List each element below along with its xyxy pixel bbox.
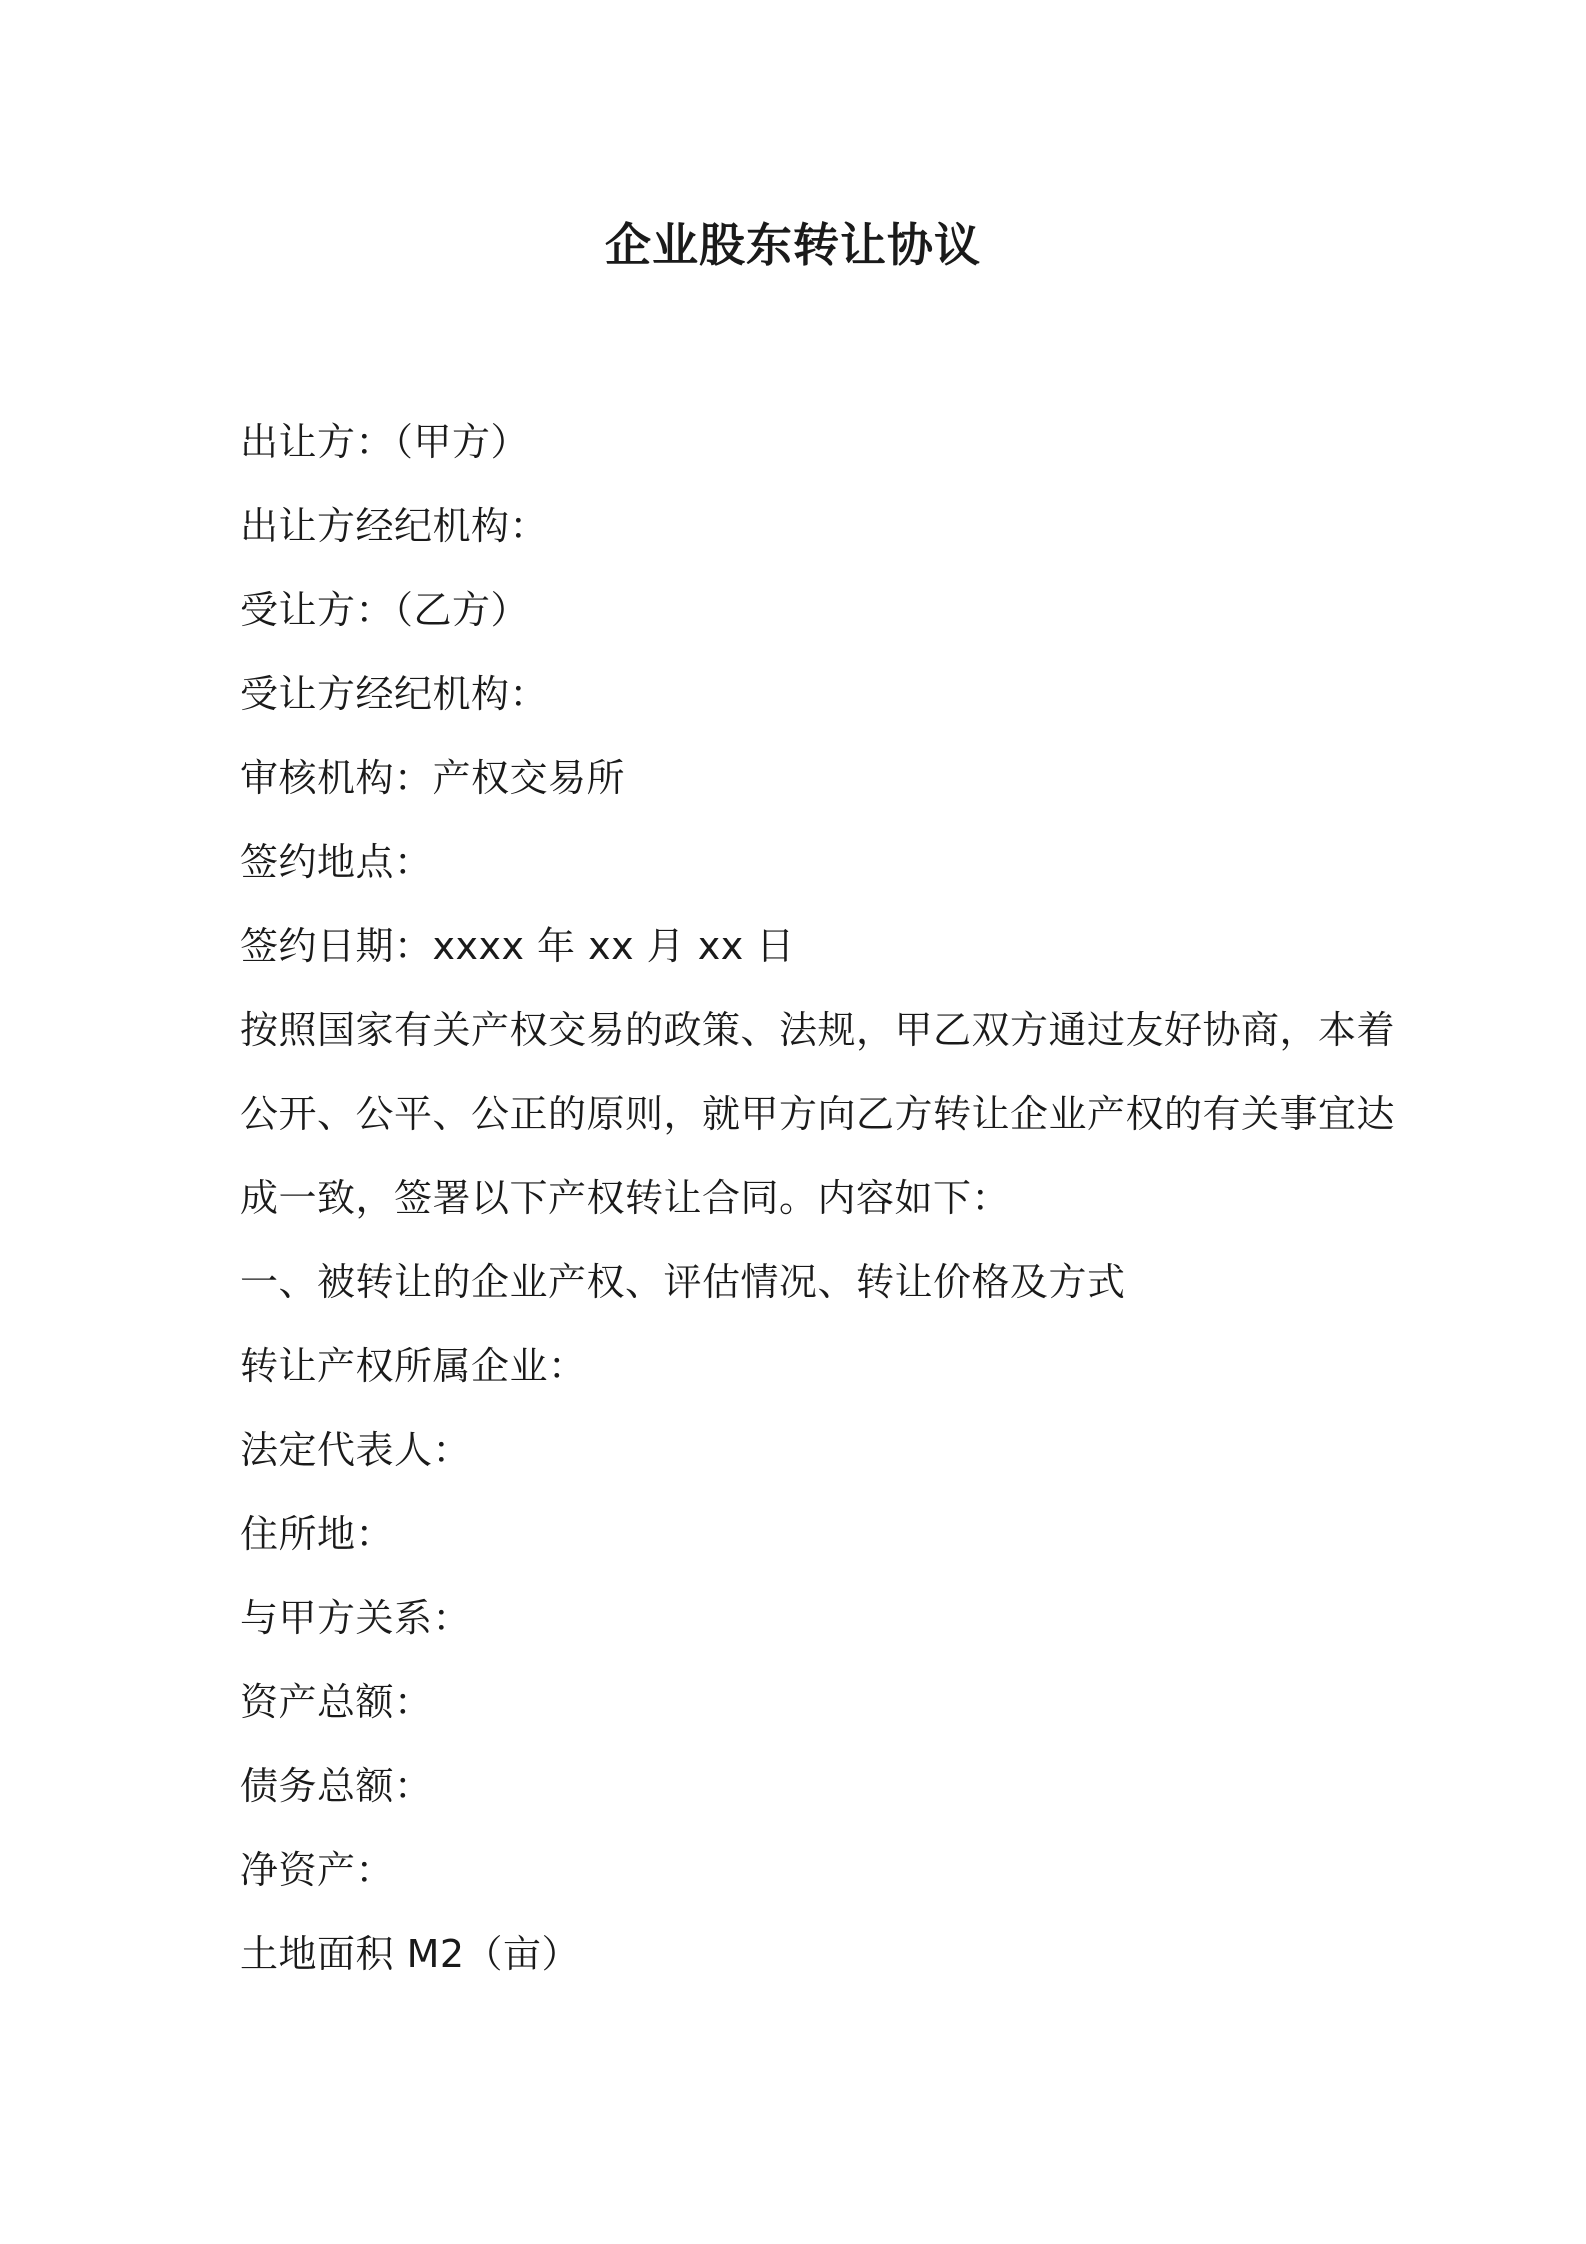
field-net-assets: 净资产： (240, 1848, 395, 1892)
field-enterprise: 转让产权所属企业： (240, 1344, 587, 1388)
field-legal-representative: 法定代表人： (240, 1428, 472, 1472)
field-signing-location: 签约地点： (240, 840, 433, 884)
intro-paragraph (240, 988, 1396, 1240)
field-transferee-broker: 受让方经纪机构： (240, 672, 549, 716)
document-body (240, 400, 1396, 1996)
field-review-institution: 审核机构：产权交易所 (240, 756, 626, 800)
section-1-heading: 一、被转让的企业产权、评估情况、转让价格及方式 (240, 1260, 1126, 1304)
field-domicile: 住所地： (240, 1512, 395, 1556)
field-total-assets: 资产总额： (240, 1680, 433, 1724)
document-title: 企业股东转让协议 (605, 218, 981, 272)
field-land-area: 土地面积 M2（亩） (240, 1932, 581, 1976)
field-relationship: 与甲方关系： (240, 1596, 472, 1640)
field-total-debt: 债务总额： (240, 1764, 433, 1808)
field-transferor: 出让方：（甲方） (240, 420, 530, 464)
intro-line: 公开、公平、公正的原则，就甲方向乙方转让企业产权的有关事宜达 (240, 1092, 1396, 1136)
intro-line: 按照国家有关产权交易的政策、法规，甲乙双方通过友好协商，本着 (240, 1008, 1396, 1052)
field-signing-date: 签约日期：xxxx 年 xx 月 xx 日 (240, 924, 795, 968)
field-transferee: 受让方：（乙方） (240, 588, 530, 632)
field-transferor-broker: 出让方经纪机构： (240, 504, 549, 548)
intro-line: 成一致，签署以下产权转让合同。内容如下： (240, 1176, 1011, 1220)
